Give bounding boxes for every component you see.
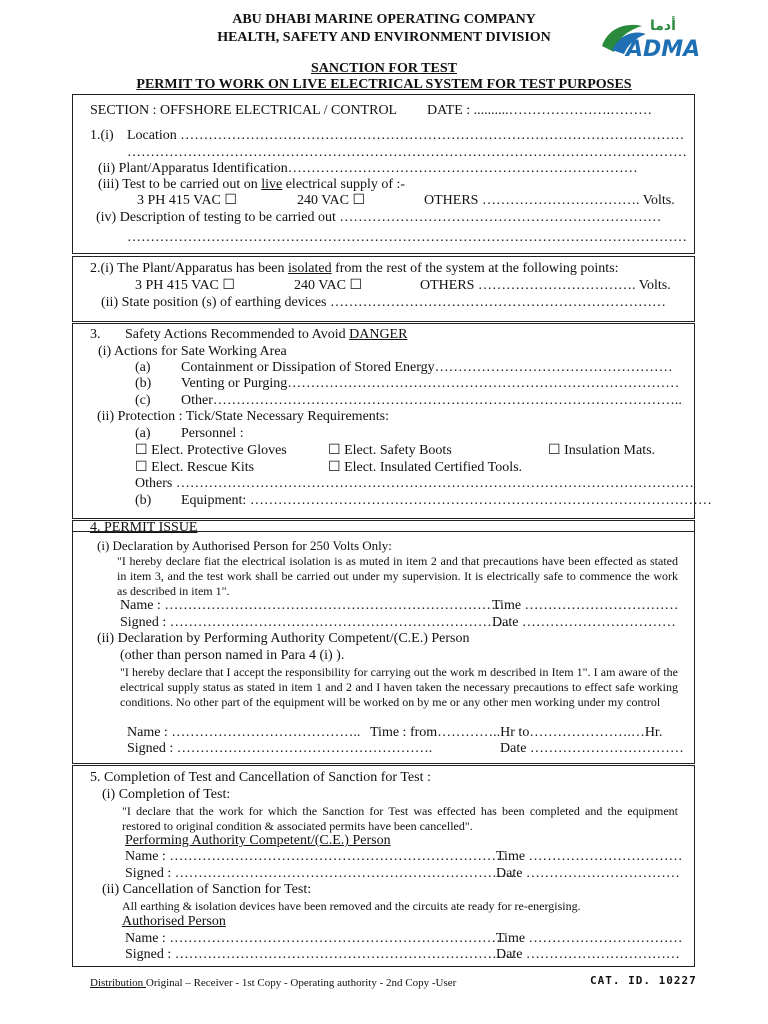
rescue-kits-option[interactable]: ☐ Elect. Rescue Kits	[135, 460, 255, 475]
item-1-label: 1.(i)	[90, 128, 114, 143]
isolation-points-line: 2.(i) The Plant/Apparatus has been isolated from the rest of the system at the following points:	[90, 261, 619, 276]
performer-time-field[interactable]: Time : from…………..Hr to………………….…Hr.	[370, 725, 663, 740]
item-c-label: (c)	[135, 393, 151, 408]
plant-identification-field[interactable]: (ii) Plant/Apparatus Identification…………………………………………………………………	[98, 161, 638, 176]
cancellation-name-field[interactable]: Name : ………………………………………………………………	[125, 931, 506, 946]
protective-gloves-option[interactable]: ☐ Elect. Protective Gloves	[135, 443, 287, 458]
protection-heading: (ii) Protection : Tick/State Necessary Requirements:	[97, 409, 390, 424]
division-name: HEALTH, SAFETY AND ENVIRONMENT DIVISION	[217, 30, 551, 45]
completion-subheading: (i) Completion of Test:	[102, 787, 231, 802]
test-description-continuation[interactable]: …………………………………………………………………………………………………………	[127, 230, 687, 245]
completion-heading: 5. Completion of Test and Cancellation of Sanction for Test :	[90, 770, 431, 785]
equipment-field[interactable]: Equipment: ………………………………………………………………………………………	[181, 493, 712, 508]
others-protection-field[interactable]: Others …………………………………………………………………………………………………	[135, 476, 694, 491]
completion-signed-field[interactable]: Signed : ……………………………………………………………….	[125, 866, 515, 881]
earthing-devices-field[interactable]: (ii) State position (s) of earthing devices ………………………………………………………………	[101, 295, 666, 310]
completion-authority-heading: Performing Authority Competent/(C.E.) Person	[125, 833, 391, 848]
performing-authority-subheading: (other than person named in Para 4 (i) ).	[120, 648, 345, 663]
checkbox-icon: ☐	[135, 460, 148, 475]
section-line: SECTION : OFFSHORE ELECTRICAL / CONTROL	[90, 103, 398, 118]
permit-issue-heading: 4. PERMIT ISSUE	[90, 520, 198, 535]
catalogue-id: CAT. ID. 10227	[590, 974, 697, 987]
authorised-declaration-heading: (i) Declaration by Authorised Person for 250 Volts Only:	[97, 538, 392, 553]
cancellation-subheading: (ii) Cancellation of Sanction for Test:	[102, 882, 312, 897]
completion-time-field[interactable]: Time ……………………………	[496, 849, 683, 864]
test-supply-line: (iii) Test to be carried out on live electrical supply of :-	[98, 177, 406, 192]
completion-declaration: "I declare that the work for which the Sanction for Test was effected has been completed and the equipment restored to original condition & associated permits have been cancelled".	[122, 804, 678, 833]
company-name: ABU DHABI MARINE OPERATING COMPANY	[232, 12, 536, 27]
performing-authority-heading: (ii) Declaration by Performing Authority Competent/(C.E.) Person	[97, 631, 470, 646]
checkbox-icon: ☐	[328, 443, 341, 458]
cancellation-signed-field[interactable]: Signed : ……………………………………………………………….	[125, 947, 515, 962]
equipment-label: (b)	[135, 493, 152, 508]
insulated-tools-option[interactable]: ☐ Elect. Insulated Certified Tools.	[328, 460, 523, 475]
safety-boots-option[interactable]: ☐ Elect. Safety Boots	[328, 443, 452, 458]
authorised-date-field[interactable]: Date ……………………………	[492, 615, 676, 630]
voltage-others-field[interactable]: OTHERS ……………………………. Volts.	[424, 193, 675, 208]
doc-subtitle: PERMIT TO WORK ON LIVE ELECTRICAL SYSTEM FOR TEST PURPOSES	[136, 77, 632, 92]
personnel-heading: Personnel :	[181, 426, 244, 441]
performing-authority-declaration: "I hereby declare that I accept the responsibility for carrying out the work m described in Item 1". I am aware of the electrical supply status as stated in item 1 and 2 and I haven taken the necessary precautions to effect safe working conditions. No other part of the equipment will be worked on by me or any other men working under my control	[120, 665, 678, 709]
authorised-name-field[interactable]: Name : ………………………………………………………………	[120, 598, 501, 613]
adma-logo	[598, 12, 708, 60]
authorised-person-heading: Authorised Person	[122, 914, 226, 929]
authorised-signed-field[interactable]: Signed : ……………………………………………………………….	[120, 615, 510, 630]
performer-signed-field[interactable]: Signed : ……………………………………………….	[127, 741, 433, 756]
stored-energy-field[interactable]: Containment or Dissipation of Stored Energy……………………………………………	[181, 360, 673, 375]
other-actions-field[interactable]: Other………………………………………………………………………………………..	[181, 393, 682, 408]
checkbox-icon: ☐	[222, 278, 235, 293]
checkbox-icon: ☐	[352, 193, 366, 208]
completion-name-field[interactable]: Name : ………………………………………………………………	[125, 849, 506, 864]
section-3-number: 3.	[90, 327, 101, 342]
cancellation-time-field[interactable]: Time ……………………………	[496, 931, 683, 946]
voltage-240-option[interactable]: 240 VAC ☐	[297, 193, 366, 208]
authorised-time-field[interactable]: Time ……………………………	[492, 598, 679, 613]
location-continuation[interactable]: …………………………………………………………………………………………………………	[127, 145, 687, 160]
personnel-label: (a)	[135, 426, 151, 441]
section-3-title: Safety Actions Recommended to Avoid DANGER	[125, 327, 408, 342]
distribution-line: Distribution Original – Receiver - 1st Copy - Operating authority - 2nd Copy -User	[90, 977, 457, 989]
safe-working-heading: (i) Actions for Sate Working Area	[98, 344, 287, 359]
checkbox-icon: ☐	[224, 193, 237, 208]
isolated-240-option[interactable]: 240 VAC ☐	[294, 278, 363, 293]
isolated-415-option[interactable]: 3 PH 415 VAC ☐	[135, 278, 235, 293]
item-b-label: (b)	[135, 376, 152, 391]
date-line: DATE : ..........………………….………	[427, 103, 653, 118]
venting-field[interactable]: Venting or Purging…………………………………………………………………………	[181, 376, 680, 391]
cancellation-note: All earthing & isolation devices have been removed and the circuits ate ready for re-energising.	[122, 899, 581, 913]
completion-date-field[interactable]: Date ……………………………	[496, 866, 680, 881]
insulation-mats-option[interactable]: ☐ Insulation Mats.	[548, 443, 656, 458]
voltage-415-option[interactable]: 3 PH 415 VAC ☐	[137, 193, 237, 208]
logo-arabic-text: أدما	[650, 18, 676, 34]
cancellation-date-field[interactable]: Date ……………………………	[496, 947, 680, 962]
logo-text: ADMA	[626, 37, 701, 60]
performer-date-field[interactable]: Date ……………………………	[500, 741, 684, 756]
location-field[interactable]: Location ………………………………………………………………………………………………	[127, 128, 685, 143]
item-a-label: (a)	[135, 360, 151, 375]
checkbox-icon: ☐	[135, 443, 148, 458]
checkbox-icon: ☐	[328, 460, 341, 475]
isolated-others-field[interactable]: OTHERS ……………………………. Volts.	[420, 278, 671, 293]
test-description-field[interactable]: (iv) Description of testing to be carried out ……………………………………………………………	[96, 210, 662, 225]
checkbox-icon: ☐	[548, 443, 561, 458]
checkbox-icon: ☐	[349, 278, 363, 293]
doc-title: SANCTION FOR TEST	[310, 61, 457, 76]
authorised-declaration-text: "I hereby declare fiat the electrical isolation is as muted in item 2 and that precautions have been effected as stated in item 3, and the test work shall be carried out under my supervision. It is electrically safe to commence the work as described in item 1".	[117, 554, 678, 598]
performer-name-field[interactable]: Name : …………………………………..	[127, 725, 361, 740]
